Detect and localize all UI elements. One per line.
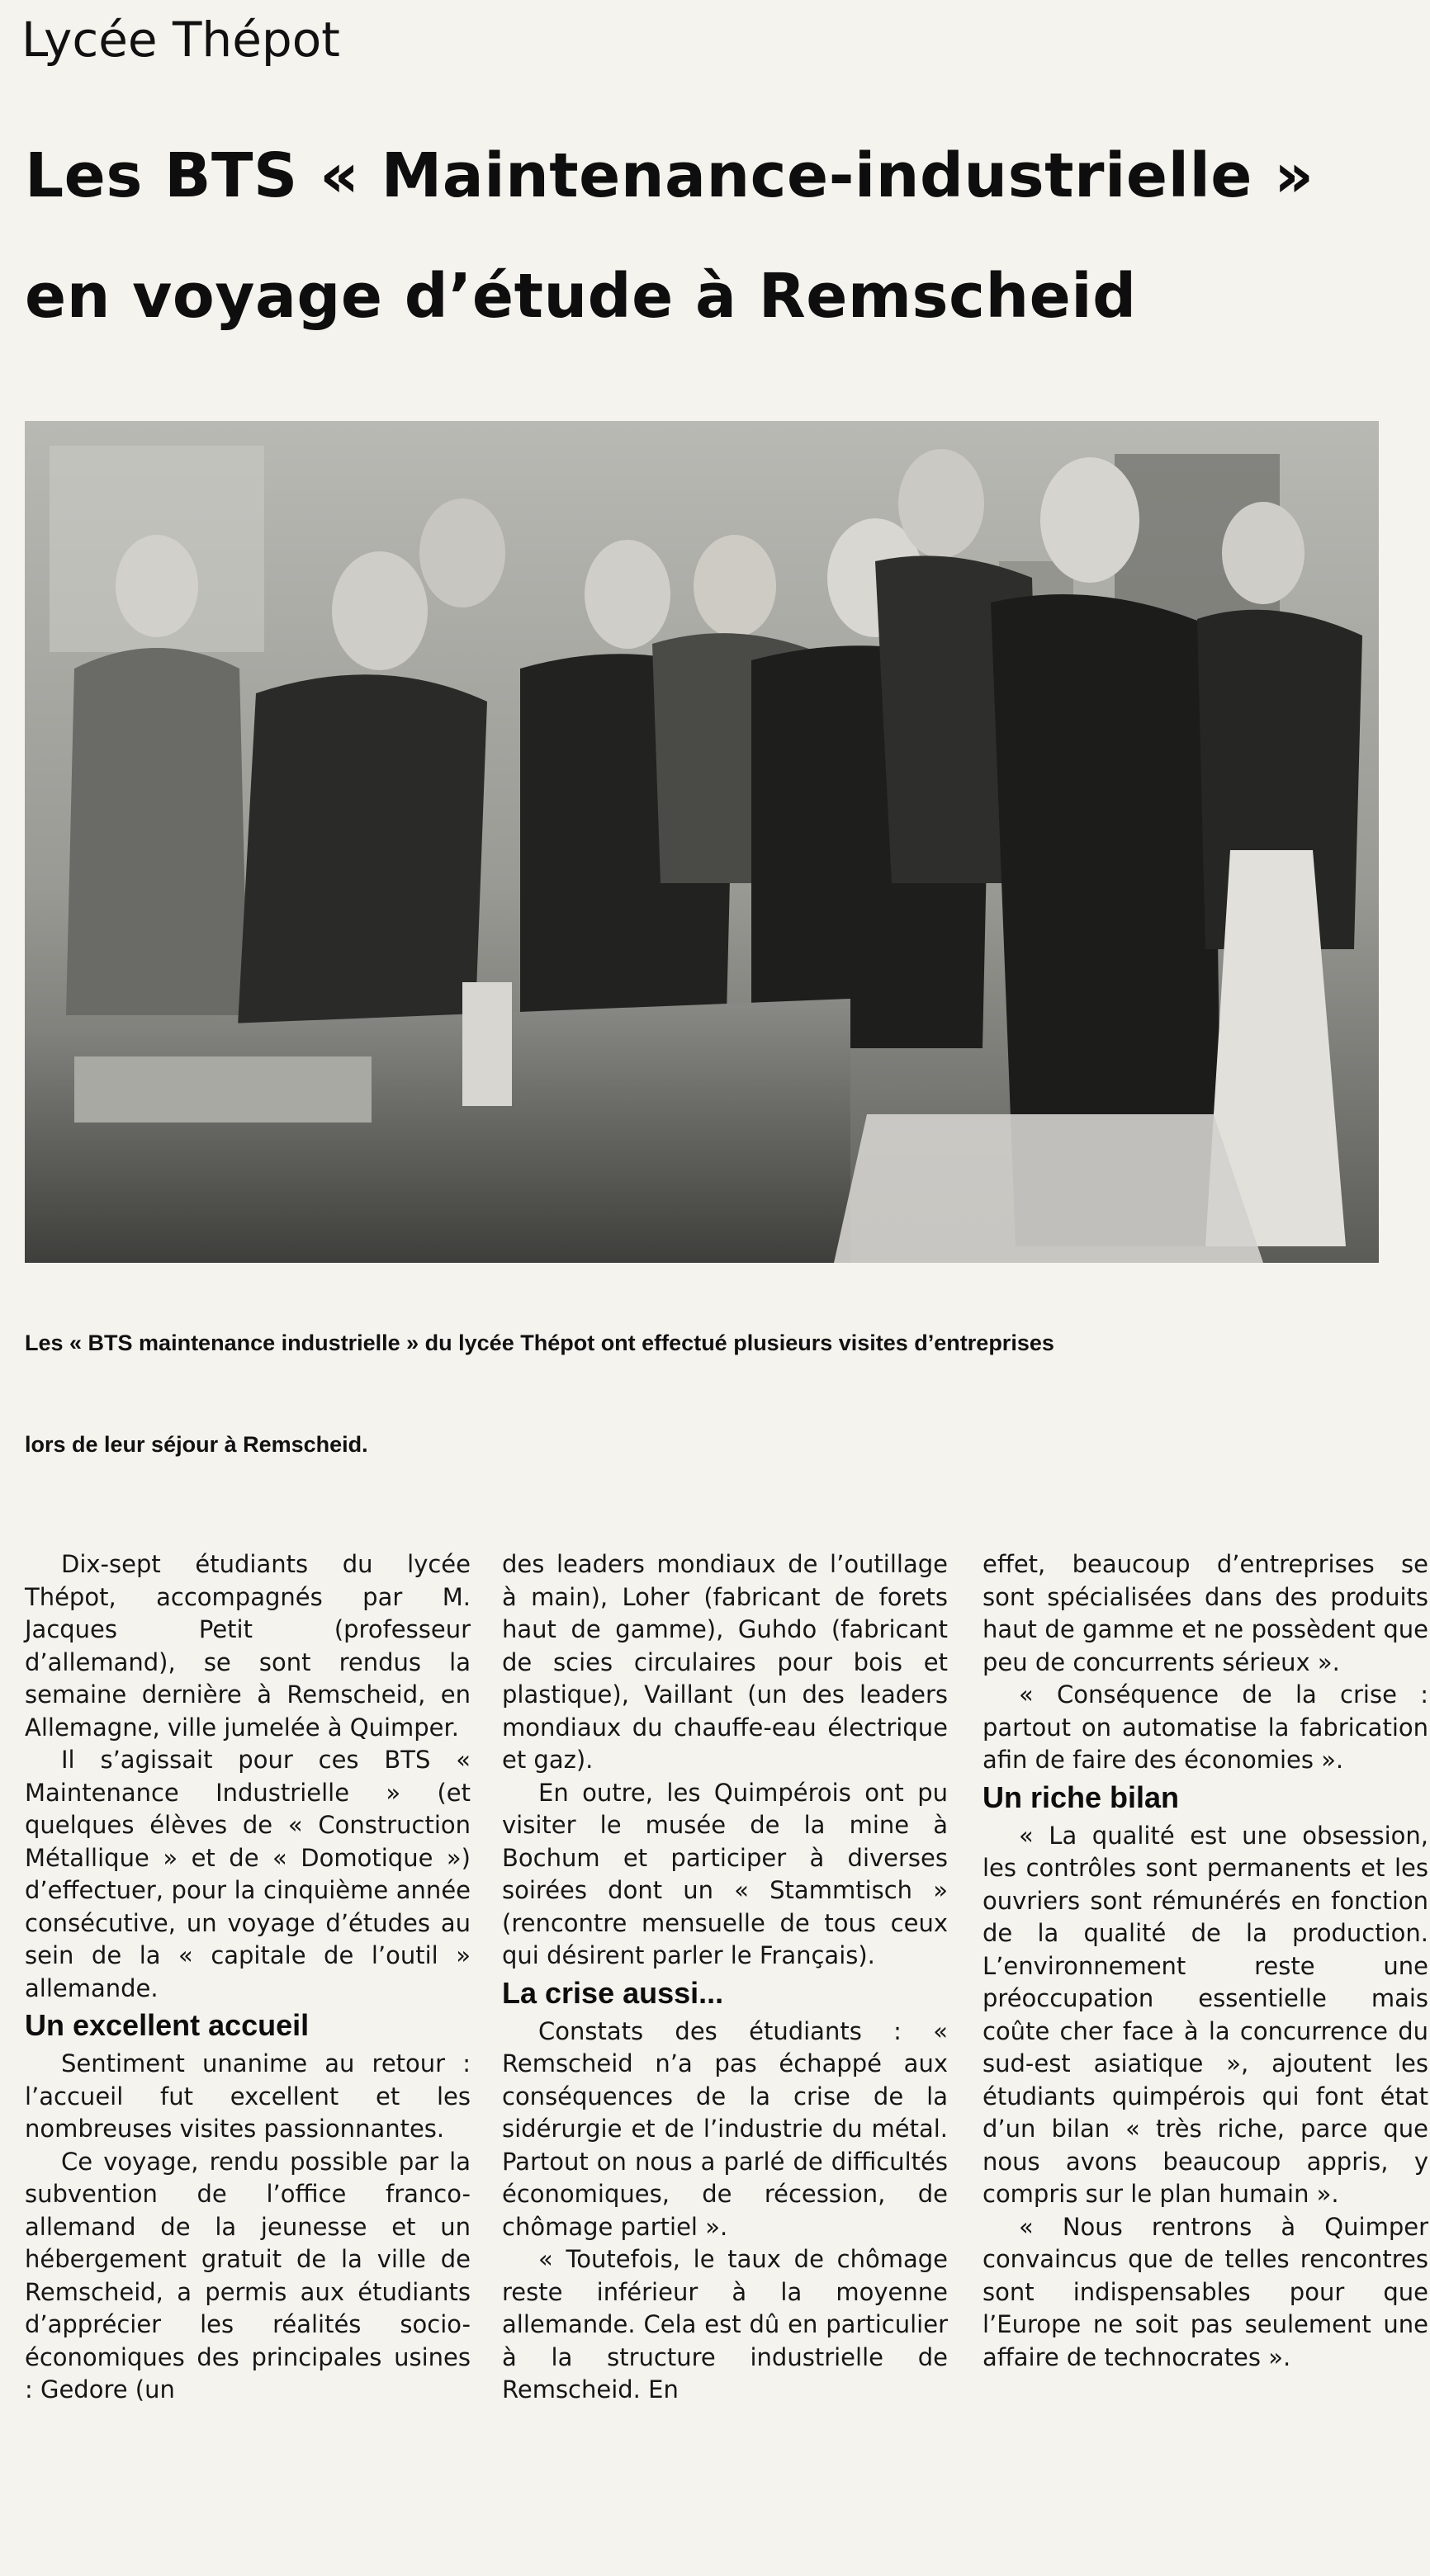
group-photo — [25, 421, 1379, 1263]
group-photo-illustration — [25, 421, 1379, 1263]
subheading-accueil: Un excellent accueil — [25, 2008, 310, 2042]
paragraph: Il s’agissait pour ces BTS « Maintenance Industrielle » (et quelques élèves de « Construction Métallique » et de « Domotique ») d’effectuer, pour la cinquième année consécutive, un voyage d’études au sein de la « capitale de l’outil » allemande. — [25, 1746, 471, 2002]
paragraph: « La qualité est une obsession, les contrôles sont permanents et les ouvriers sont rémunérés en fonction de la qualité de la production. L’environnement reste une préoccupation essentielle mais coûte cher face à la concurrence du sud-est asiatique », ajoutent les étudiants quimpérois qui font état d’un bilan « très riche, parce que nous avons beaucoup appris, y compris sur le plan humain ». — [983, 1821, 1428, 2208]
photo-caption-line-1: Les « BTS maintenance industrielle » du lycée Thépot ont effectué plusieurs visites d’entreprises — [25, 1331, 1054, 1355]
paragraph: effet, beaucoup d’entreprises se sont spécialisées dans des produits haut de gamme et ne possèdent que peu de concurrents sérieux ». — [983, 1550, 1428, 1676]
paragraph: « Toutefois, le taux de chômage reste inférieur à la moyenne allemande. Cela est dû en particulier à la structure industrielle de Remscheid. En — [502, 2245, 948, 2403]
photo-caption-line-2: lors de leur séjour à Remscheid. — [25, 1432, 368, 1457]
subheading-bilan: Un riche bilan — [983, 1780, 1180, 1814]
paragraph: des leaders mondiaux de l’outillage à main), Loher (fabricant de forets haut de gamme), Guhdo (fabricant de scies circulaires pour bois et plastique), Vaillant (un des leaders mondiaux du chauffe-eau électrique et gaz). — [502, 1550, 948, 1774]
headline-line-2: en voyage d’étude à Remscheid — [25, 261, 1137, 332]
paragraph: Sentiment unanime au retour : l’accueil fut excellent et les nombreuses visites passionnantes. — [25, 2049, 471, 2143]
paragraph: « Conséquence de la crise : partout on automatise la fabrication afin de faire des économies ». — [983, 1680, 1428, 1774]
section-kicker: Lycée Thépot — [21, 12, 340, 68]
article-column-2 — [502, 1548, 948, 2407]
headline-line-1: Les BTS « Maintenance-industrielle » — [25, 140, 1314, 211]
article-column-1 — [25, 1548, 471, 2407]
paragraph: Dix-sept étudiants du lycée Thépot, accompagnés par M. Jacques Petit (professeur d’allemand), se sont rendus la semaine dernière à Remscheid, en Allemagne, ville jumelée à Quimper. — [25, 1550, 471, 1742]
paragraph: En outre, les Quimpérois ont pu visiter le musée de la mine à Bochum et participer à diverses soirées dont un « Stammtisch » (rencontre mensuelle de tous ceux qui désirent parler le Français). — [502, 1778, 948, 1969]
paragraph: Ce voyage, rendu possible par la subvention de l’office franco-allemand de la jeunesse et un hébergement gratuit de la ville de Remscheid, a permis aux étudiants d’apprécier les réalités socio-économiques des principales usines : Gedore (un — [25, 2147, 471, 2403]
paragraph: Constats des étudiants : « Remscheid n’a pas échappé aux conséquences de la crise de la sidérurgie et de l’industrie du métal. Partout on nous a parlé de difficultés économiques, de récession, de chômage partiel ». — [502, 2016, 948, 2241]
paragraph: « Nous rentrons à Quimper convaincus que de telles rencontres sont indispensables pour que l’Europe ne soit pas seulement une affaire de technocrates ». — [983, 2212, 1428, 2371]
article-column-3 — [983, 1548, 1428, 2374]
headline — [25, 116, 1428, 357]
subheading-crise: La crise aussi... — [502, 1975, 724, 2010]
